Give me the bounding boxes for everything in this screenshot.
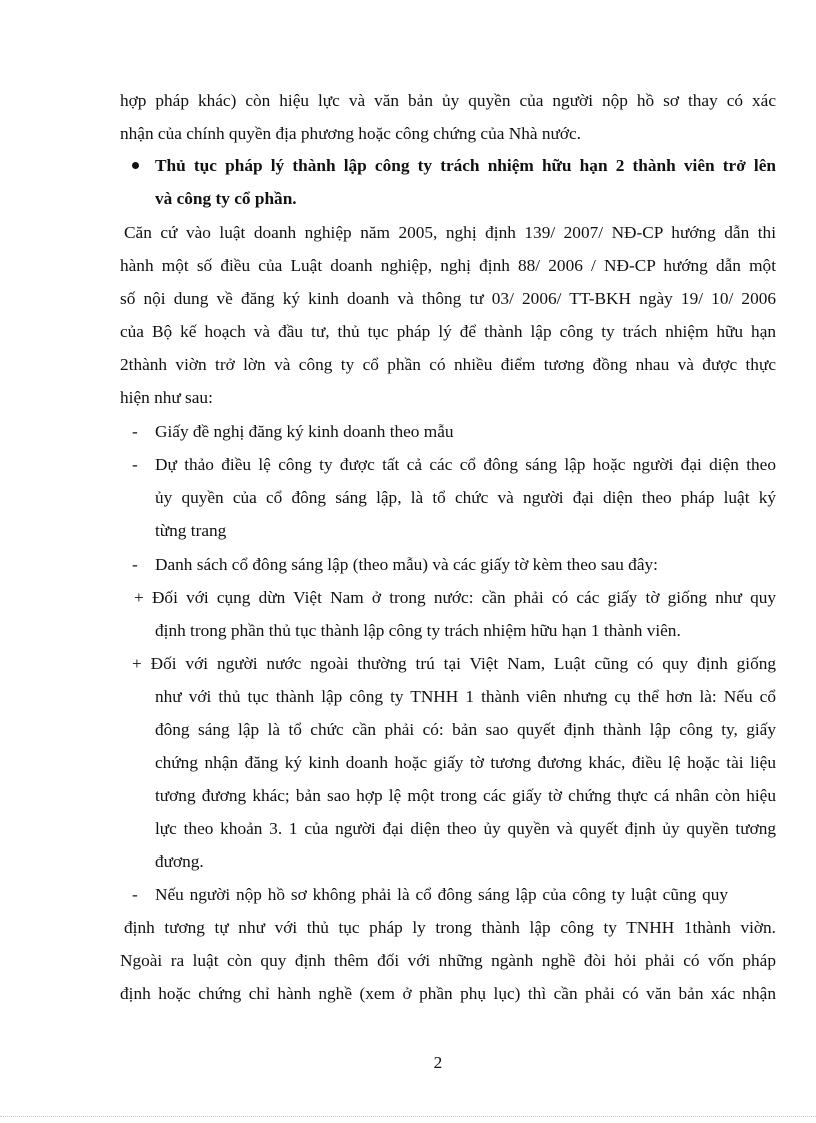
list-item: Danh sách cổ đông sáng lập (theo mẫu) và các giấy tờ kèm theo sau đây: xyxy=(155,555,658,574)
sub-item: lực theo khoản 3. 1 của người đại diện theo ủy quyền và quyết định ủy quyền tương xyxy=(155,819,776,838)
section-heading: Thủ tục pháp lý thành lập công ty trách nhiệm hữu hạn 2 thành viên trở lên xyxy=(155,156,776,175)
page-bottom-rule xyxy=(0,1116,816,1117)
sub-item: đương. xyxy=(155,852,204,871)
sub-item: như với thủ tục thành lập công ty TNHH 1 thành viên nhưng cụ thể hơn là: Nếu cổ xyxy=(155,687,776,706)
sub-item: + Đối với cụng dừn Việt Nam ở trong nước: cần phải có các giấy tờ giống như quy xyxy=(134,588,776,607)
dash-marker: - xyxy=(132,885,138,904)
sub-item: tương đương khác; bản sao hợp lệ một trong các giấy tờ chứng thực cá nhân còn hiệu xyxy=(155,786,776,805)
sub-item: định trong phần thủ tục thành lập công ty trách nhiệm hữu hạn 1 thành viên. xyxy=(155,621,681,640)
list-item: Dự thảo điều lệ công ty được tất cả các cổ đông sáng lập hoặc người đại diện theo xyxy=(155,455,776,474)
bullet-icon xyxy=(132,162,139,169)
sub-item: + Đối với người nước ngoài thường trú tại Việt Nam, Luật cũng có quy định giống xyxy=(132,654,776,673)
section-heading: và công ty cổ phần. xyxy=(155,189,297,208)
body-line: hiện như sau: xyxy=(120,388,213,407)
sub-item: đông sáng lập là tổ chức cần phải có: bản sao quyết định thành lập công ty, giấy xyxy=(155,720,776,739)
body-line: của Bộ kế hoạch và đầu tư, thủ tục pháp lý để thành lập công ty trách nhiệm hữu hạn xyxy=(120,322,776,341)
list-item: Giấy đề nghị đăng ký kinh doanh theo mẫu xyxy=(155,422,454,441)
body-line: Ngoài ra luật còn quy định thêm đối với những ngành nghề đòi hỏi phải có vốn pháp xyxy=(120,951,776,970)
body-line: định tương tự như với thủ tục pháp ly trong thành lập công ty TNHH 1thành viờn. xyxy=(124,918,776,937)
body-line: định hoặc chứng chỉ hành nghề (xem ở phần phụ lục) thì cần phải có văn bản xác nhận xyxy=(120,984,776,1003)
list-item: từng trang xyxy=(155,521,227,540)
body-line: nhận của chính quyền địa phương hoặc công chứng của Nhà nước. xyxy=(120,124,581,143)
body-line: Căn cứ vào luật doanh nghiệp năm 2005, nghị định 139/ 2007/ NĐ-CP hướng dẫn thi xyxy=(124,223,776,242)
body-line: 2thành viờn trở lờn và công ty cổ phần có nhiều điểm tương đồng nhau và được thực xyxy=(120,355,776,374)
body-line: hợp pháp khác) còn hiệu lực và văn bản ủy quyền của người nộp hồ sơ thay có xác xyxy=(120,91,776,110)
page-number: 2 xyxy=(433,1053,443,1072)
body-line: hành một số điều của Luật doanh nghiệp, nghị định 88/ 2006 / NĐ-CP hướng dẫn một xyxy=(120,256,776,275)
list-item: ủy quyền của cổ đông sáng lập, là tổ chức và người đại diện theo pháp luật ký xyxy=(155,488,776,507)
dash-marker: - xyxy=(132,555,138,574)
list-item: Nếu người nộp hồ sơ không phải là cổ đông sáng lập của công ty luật cũng quy xyxy=(155,885,728,904)
body-line: số nội dung về đăng ký kinh doanh và thông tư 03/ 2006/ TT-BKH ngày 19/ 10/ 2006 xyxy=(120,289,776,308)
dash-marker: - xyxy=(132,422,138,441)
dash-marker: - xyxy=(132,455,138,474)
sub-item: chứng nhận đăng ký kinh doanh hoặc giấy tờ tương đương khác, điều lệ hoặc tài liệu xyxy=(155,753,776,772)
